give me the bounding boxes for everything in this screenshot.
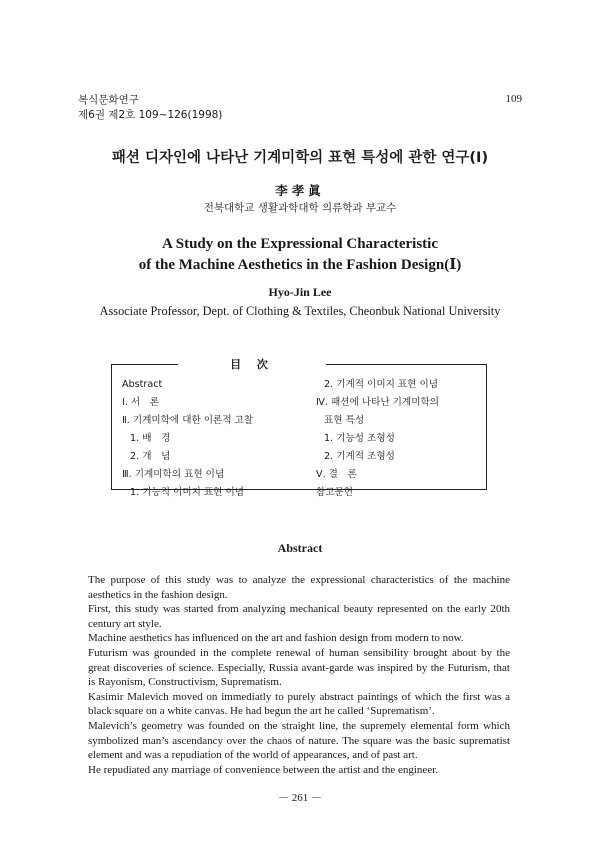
abstract-paragraph: Machine aesthetics has influenced on the art and fashion design from modern to now.: [88, 632, 464, 645]
journal-volume: 제6권 제2호 109~126(1998): [78, 109, 223, 121]
author-english: Hyo-Jin Lee: [268, 285, 332, 299]
footer-page-number: － 261 －: [278, 792, 322, 804]
abstract-paragraph: He repudiated any marriage of convenience between the artist and the engineer.: [88, 763, 439, 776]
affiliation-korean: 전북대학교 생활과학대학 의류학과 부교수: [203, 202, 397, 214]
toc-item: Ⅱ. 기계미학에 대한 이론적 고찰: [122, 415, 254, 426]
title-english-line: of the Machine Aesthetics in the Fashion Design(Ⅰ): [138, 257, 462, 273]
title-english: [0, 234, 600, 276]
toc-item: Abstract: [122, 379, 163, 390]
abstract-heading: Abstract: [277, 541, 323, 555]
toc-item: Ⅰ. 서 론: [122, 397, 160, 408]
abstract-paragraph: Kasimir Malevich moved on immediatly to purely abstract paintings of which the first was a black square on a white canvas. He had begun the art he called ‘Suprematism’.: [88, 690, 510, 718]
toc-item: Ⅲ. 기계미학의 표현 이념: [122, 469, 225, 480]
page-number: 109: [505, 93, 522, 105]
toc-item: 2. 개 념: [130, 451, 171, 462]
journal-name: 복식문화연구: [78, 94, 139, 106]
toc-item: 1. 배 경: [130, 433, 171, 444]
title-english-line: A Study on the Expressional Characteristic: [162, 236, 438, 252]
title-korean: 패션 디자인에 나타난 기계미학의 표현 특성에 관한 연구(Ⅰ): [111, 150, 489, 166]
abstract-paragraph: Malevich’s geometry was founded on the straight line, the supremely elemental form which symbolized man’s ascendancy over the chaos of nature. The square was the basic suprematist element and was a repudiation of the world of appearances, and of past art.: [88, 719, 510, 762]
toc-item: 2. 기계적 이미지 표현 이념: [324, 379, 439, 390]
toc-item: 표현 특성: [324, 415, 365, 426]
toc-item: 2. 기계적 조형성: [324, 451, 395, 462]
affiliation-english: Associate Professor, Dept. of Clothing & Textiles, Cheonbuk National University: [99, 304, 501, 318]
toc-item: Ⅳ. 패션에 나타난 기계미학의: [316, 397, 439, 408]
abstract-paragraph: The purpose of this study was to analyze the expressional characteristics of the machine aesthetics in the fashion design.: [88, 574, 510, 601]
journal-info: [78, 93, 222, 123]
toc-item: 참고문헌: [316, 487, 354, 498]
toc-left-column: [122, 376, 253, 502]
toc-right-column: [316, 376, 439, 502]
toc-item: Ⅴ. 결 론: [316, 469, 357, 480]
toc-item: 1. 기능성 조형성: [324, 433, 395, 444]
toc-heading: 目 次: [178, 359, 326, 371]
abstract-paragraph: First, this study was started from analyzing mechanical beauty represented on the early 20th century art style.: [88, 603, 510, 630]
abstract-paragraph: Futurism was grounded in the complete renewal of human sensibility brought about by the great discoveries of science. Especially, Russia avant-garde was inspired by the Futurism, that is Rayonism, Constructivism, Suprematism.: [88, 646, 510, 689]
abstract-body: [88, 573, 510, 777]
author-korean: 李孝眞: [275, 183, 325, 198]
toc-item: 1. 기능적 이미지 표현 이념: [130, 487, 245, 498]
